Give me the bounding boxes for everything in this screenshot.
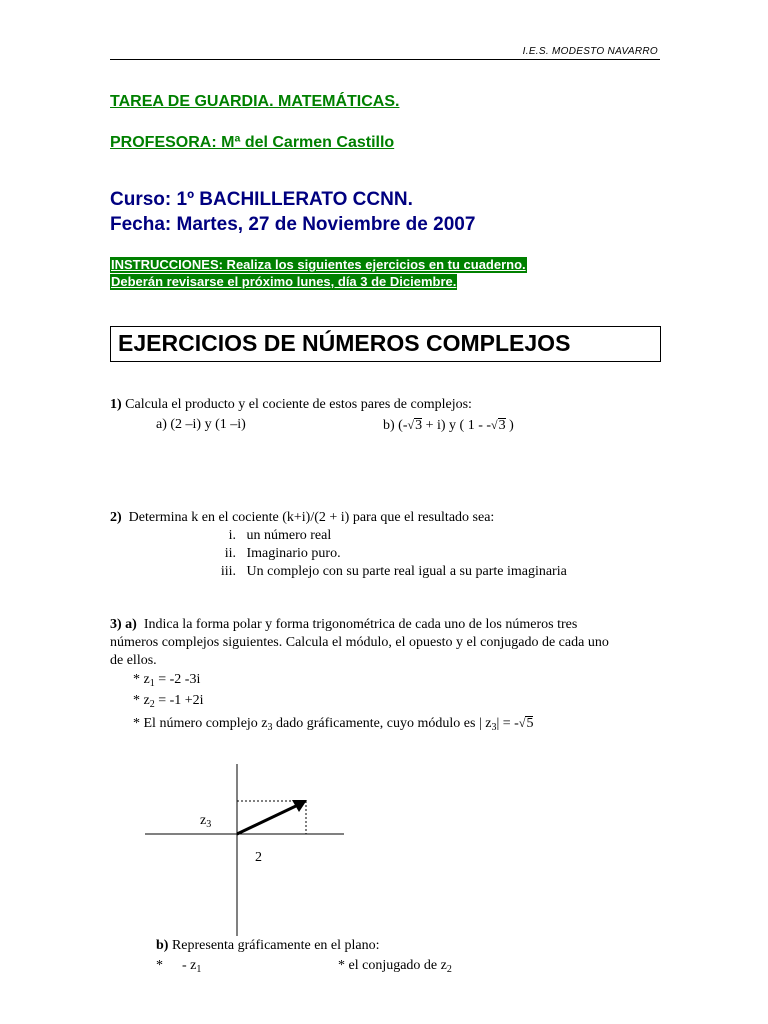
assignment-title: TAREA DE GUARDIA. MATEMÁTICAS. (110, 93, 400, 110)
radicand-2: 3 (498, 418, 506, 433)
z1-subscript: 1 (149, 678, 155, 689)
item-2-subscript: 2 (446, 964, 452, 975)
exercise-1-b-prefix: b) (- (383, 418, 408, 433)
sqrt-symbol: √ (407, 418, 415, 432)
z2-label: * z (133, 693, 150, 708)
complex-plane-graph (140, 760, 350, 940)
item-2-text: * el conjugado de z (338, 958, 447, 973)
item-1-text: - z (182, 958, 197, 973)
date-line: Fecha: Martes, 27 de Noviembre de 2007 (110, 214, 476, 235)
exercise-2-item (208, 545, 341, 563)
exercise-1-statement (110, 396, 472, 414)
radicand-1: 3 (415, 418, 423, 433)
teacher-name: PROFESORA: Mª del Carmen Castillo (110, 134, 395, 151)
exercise-3-statement-l1 (110, 616, 577, 634)
z3-equals: | = - (496, 716, 519, 731)
exercise-3-statement-l3: de ellos. (110, 653, 157, 668)
part-b-item-2 (338, 957, 452, 979)
instructions-line-1: INSTRUCCIONES: Realiza los siguientes ejercicios en tu cuaderno. (111, 257, 526, 272)
z1-definition (133, 671, 200, 693)
exercise-3-number: 3) a) (110, 617, 137, 632)
part-b-item-1 (182, 957, 201, 979)
exercise-1-part-b (383, 416, 514, 435)
exercise-2-item (208, 527, 331, 545)
sqrt-symbol: √ (518, 716, 526, 730)
school-header: I.E.S. MODESTO NAVARRO (522, 46, 658, 57)
exercise-3-text-l1: Indica la forma polar y forma trigonométrica de cada uno de los números tres (143, 617, 578, 632)
axis-tick-label: 2 (255, 850, 262, 865)
section-title-box (110, 326, 661, 362)
exercise-2-number: 2) (110, 510, 122, 525)
z3-radicand: 5 (526, 716, 534, 731)
z3-prefix: * El número complejo z (133, 716, 268, 731)
sqrt-symbol: √ (491, 418, 498, 432)
item-numeral: iii. (220, 564, 236, 579)
exercise-1-b-suffix: ) (505, 418, 514, 433)
exercise-3-part-b (156, 937, 380, 955)
exercise-2-statement (110, 509, 494, 527)
item-numeral: i. (228, 528, 236, 543)
exercise-1-part-a: a) (2 –i) y (1 –i) (156, 417, 246, 432)
header-rule (110, 59, 660, 60)
z3-modulus-text: dado gráficamente, cuyo módulo es | z (272, 716, 492, 731)
section-title: EJERCICIOS DE NÚMEROS COMPLEJOS (118, 330, 571, 356)
item-1-subscript: 1 (196, 964, 202, 975)
z2-definition (133, 692, 204, 714)
z3-subscript: 3 (267, 722, 273, 733)
z3-graph-label (200, 812, 211, 834)
z3-subscript-2: 3 (491, 722, 497, 733)
exercise-2-text: Determina k en el cociente (k+i)/(2 + i) para que el resultado sea: (128, 510, 495, 525)
part-b-number: b) (156, 938, 169, 953)
exercise-2-item (208, 563, 567, 581)
item-text: Imaginario puro. (246, 546, 341, 561)
z3-definition (133, 714, 533, 737)
z2-value: = -1 +2i (154, 693, 204, 708)
z1-value: = -2 -3i (154, 672, 201, 687)
instructions-line-2: Deberán revisarse el próximo lunes, día 3 de Diciembre. (111, 274, 457, 289)
exercise-3-statement-l2: números complejos siguientes. Calcula el módulo, el opuesto y el conjugado de cada uno (110, 635, 609, 650)
graph-z-label: z (200, 813, 207, 828)
item-numeral: ii. (224, 546, 236, 561)
exercise-1-number: 1) (110, 397, 122, 412)
exercise-1-b-mid: + i) y ( 1 - - (422, 418, 492, 433)
item-text: un número real (246, 528, 332, 543)
z1-label: * z (133, 672, 150, 687)
course-line: Curso: 1º BACHILLERATO CCNN. (110, 189, 413, 210)
z2-subscript: 2 (149, 699, 155, 710)
item-text: Un complejo con su parte real igual a su parte imaginaria (246, 564, 567, 579)
exercise-1-text: Calcula el producto y el cociente de estos pares de complejos: (125, 397, 472, 412)
part-b-item-1-star: * (156, 958, 163, 973)
graph-z-subscript: 3 (206, 819, 212, 830)
part-b-text: Representa gráficamente en el plano: (171, 938, 380, 953)
z3-vector (237, 805, 298, 834)
